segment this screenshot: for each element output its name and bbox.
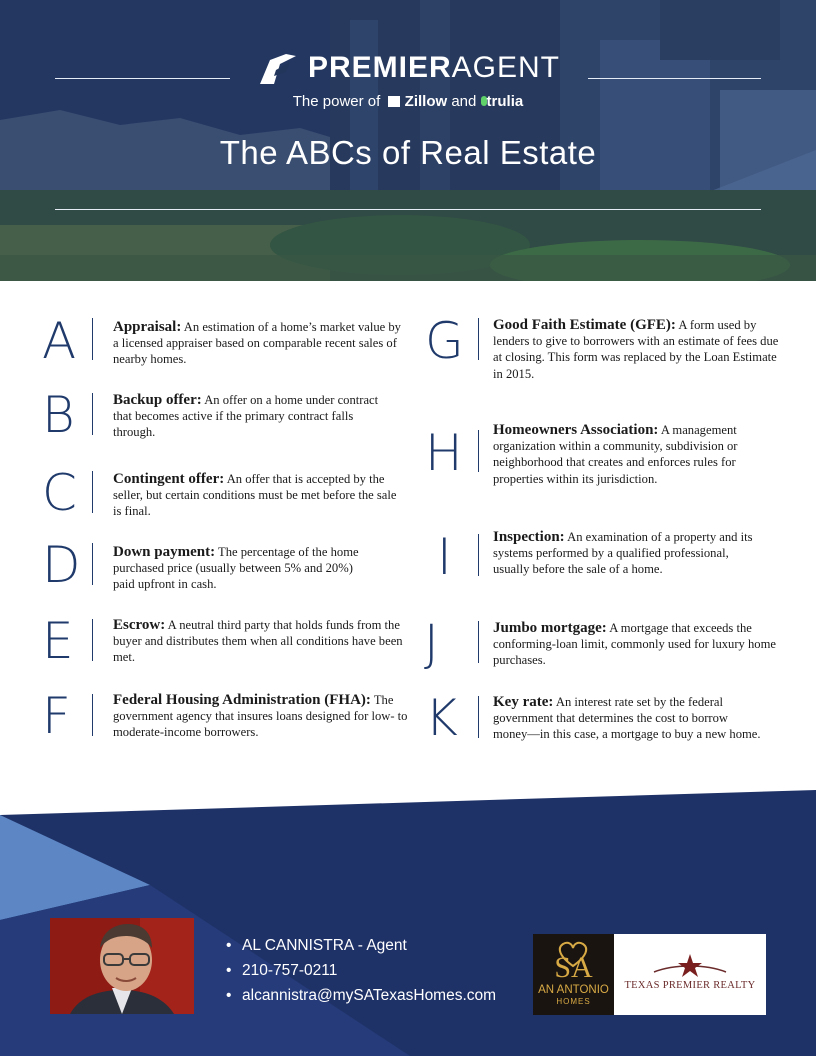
texas-premier-realty-logo xyxy=(614,934,766,1015)
glossary-text: A form used by lenders to give to borrowers with an estimate of fees due at closing. This form was replaced by the Loan Estimate in 2015. xyxy=(493,318,779,381)
glossary-letter: J xyxy=(424,614,439,672)
logo-line1: AN ANTONIO xyxy=(538,984,609,996)
glossary-definition xyxy=(493,529,761,578)
agent-portrait xyxy=(50,918,194,1014)
glossary-text: A neutral third party that holds funds from the buyer and distributes them when all conditions have been met. xyxy=(113,618,403,665)
glossary-text: An interest rate set by the federal government that determines the cost to borrow money—in this case, a mortgage to buy a new home. xyxy=(493,695,761,742)
glossary-term: Homeowners Association: xyxy=(493,422,659,438)
zillow-wordmark: Zillow xyxy=(404,93,448,110)
star-swoosh-icon xyxy=(614,952,766,982)
glossary-letter: G xyxy=(425,312,464,370)
agent-photo xyxy=(50,918,194,1014)
glossary-term: Backup offer: xyxy=(113,392,202,408)
agent-email-item[interactable] xyxy=(226,986,496,1011)
glossary-letter: B xyxy=(42,386,75,444)
glossary-term: Contingent offer: xyxy=(113,471,225,487)
glossary-divider xyxy=(92,694,93,736)
page-title: The ABCs of Real Estate xyxy=(219,134,597,171)
glossary-letter: A xyxy=(42,312,77,370)
glossary-letter: E xyxy=(42,612,74,670)
glossary-definition xyxy=(113,471,405,520)
bullet-icon: • xyxy=(226,987,232,1004)
glossary-divider xyxy=(92,619,93,661)
glossary-term: Good Faith Estimate (GFE): xyxy=(493,317,676,333)
agent-phone[interactable]: 210-757-0211 xyxy=(242,962,338,979)
glossary-divider xyxy=(92,318,93,360)
realty-name: TEXAS PREMIER REALTY xyxy=(624,980,756,991)
glossary-definition xyxy=(493,694,761,743)
san-antonio-homes-logo xyxy=(533,934,614,1015)
zillow-icon xyxy=(388,96,400,107)
glossary-letter: K xyxy=(425,689,458,747)
glossary-divider xyxy=(92,471,93,513)
glossary-letter: C xyxy=(42,464,77,522)
agent-email[interactable]: alcannistra@mySATexasHomes.com xyxy=(242,987,497,1004)
logo-monogram: SA xyxy=(554,951,593,984)
glossary-term: Appraisal: xyxy=(113,319,182,335)
glossary-text: A mortgage that exceeds the conforming-loan limit, commonly used for luxury home purchases. xyxy=(493,621,776,668)
glossary-definition xyxy=(113,319,405,368)
glossary-letter: F xyxy=(42,687,71,745)
bullet-icon: • xyxy=(226,962,232,979)
bullet-icon: • xyxy=(226,937,232,954)
glossary-text: An offer on a home under contract that becomes active if the primary contract falls through. xyxy=(113,393,379,440)
premier-agent-icon xyxy=(256,50,300,86)
glossary-definition xyxy=(493,620,785,669)
glossary-letter: D xyxy=(42,536,81,594)
glossary-term: Down payment: xyxy=(113,544,216,560)
glossary-letter: I xyxy=(437,528,452,586)
glossary-text: The government agency that insures loans designed for low- to moderate-income borrowers. xyxy=(113,693,408,740)
glossary-divider xyxy=(92,543,93,585)
glossary-text: An offer that is accepted by the seller, but certain conditions must be met before the sale is final. xyxy=(113,472,397,519)
glossary-definition xyxy=(113,692,411,741)
glossary-definition xyxy=(493,317,783,382)
glossary-divider xyxy=(478,621,479,663)
glossary-definition xyxy=(113,544,373,593)
trulia-wordmark: trulia xyxy=(486,93,524,110)
glossary-divider xyxy=(478,318,479,360)
glossary-divider xyxy=(478,534,479,576)
brand-light: AGENT xyxy=(451,51,561,84)
glossary-divider xyxy=(478,430,479,472)
glossary-term: Federal Housing Administration (FHA): xyxy=(113,692,371,708)
glossary-letter: H xyxy=(425,424,463,482)
glossary-term: Jumbo mortgage: xyxy=(493,620,607,636)
glossary-divider xyxy=(478,696,479,738)
glossary-divider xyxy=(92,393,93,435)
glossary-term: Inspection: xyxy=(493,529,565,545)
hero-banner xyxy=(0,0,816,281)
glossary-definition xyxy=(113,617,405,666)
glossary-text: An estimation of a home’s market value by a licensed appraiser based on comparable recent sales of nearby homes. xyxy=(113,320,401,367)
glossary-definition xyxy=(493,422,773,487)
agent-phone-item[interactable] xyxy=(226,961,496,986)
glossary-text: The percentage of the home purchased price (usually between 5% and 20%) paid upfront in cash. xyxy=(113,545,359,592)
glossary-term: Key rate: xyxy=(493,694,554,710)
agent-name: AL CANNISTRA - Agent xyxy=(242,937,407,954)
agent-contact-list xyxy=(226,936,496,1011)
glossary-term: Escrow: xyxy=(113,617,166,633)
logo-line2: HOMES xyxy=(556,997,591,1006)
agent-name-item xyxy=(226,936,496,961)
premier-agent-logo xyxy=(0,50,816,91)
tagline xyxy=(0,93,816,110)
glossary-definition xyxy=(113,392,383,441)
tagline-prefix: The power of xyxy=(292,93,381,110)
glossary-text: A management organization within a community, subdivision or neighborhood that creates and enforces rules for properties within its jurisdiction. xyxy=(493,423,738,486)
glossary-text: An examination of a property and its systems performed by a qualified professional, usually before the sale of a home. xyxy=(493,530,753,577)
tagline-and: and xyxy=(451,93,477,110)
title-underline xyxy=(55,209,761,210)
brand-bold: PREMIER xyxy=(307,51,452,84)
